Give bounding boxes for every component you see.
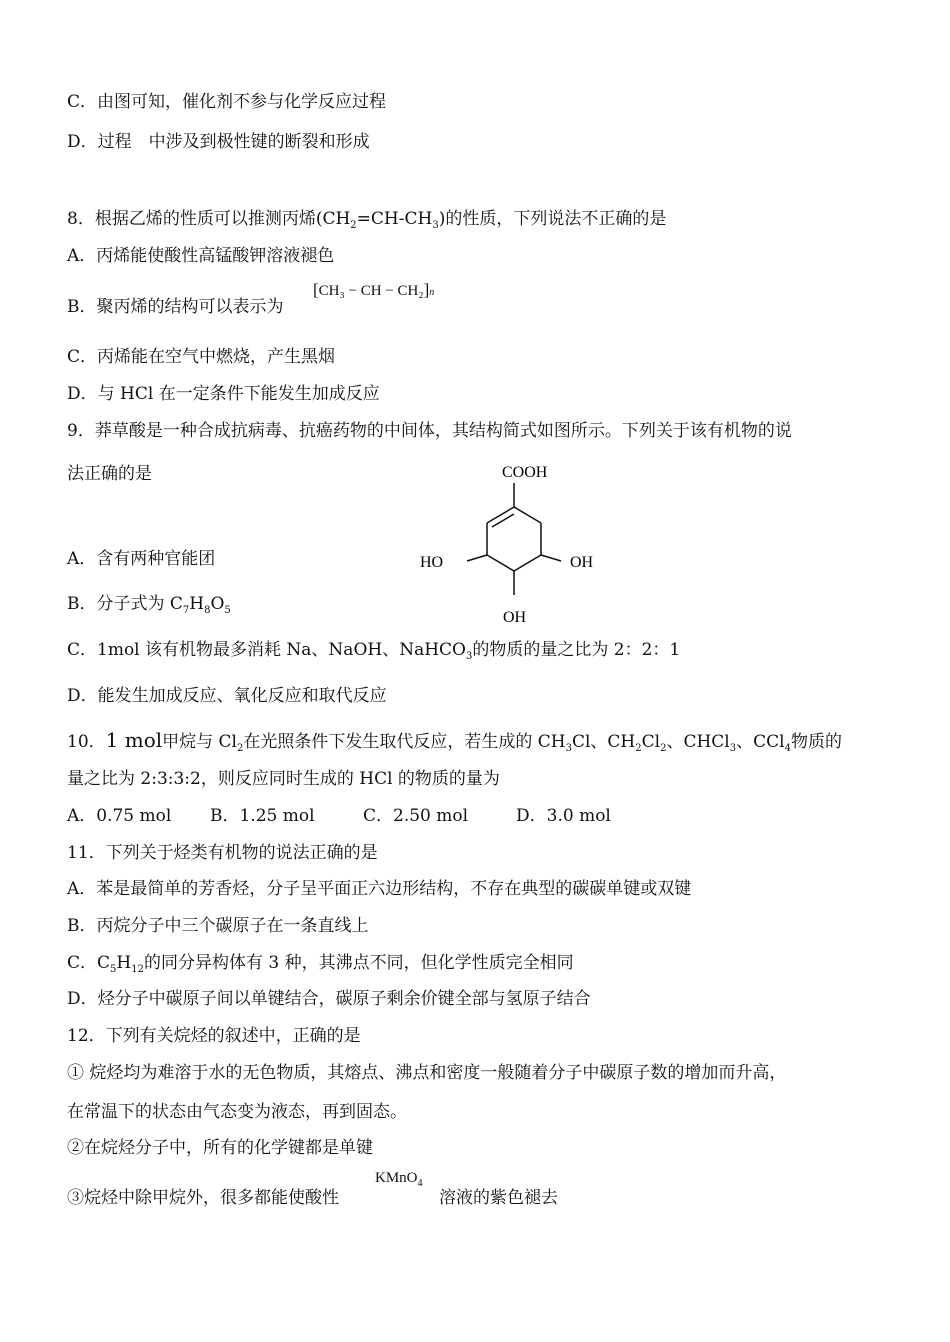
q8-option-d: D．与 HCl 在一定条件下能发生加成反应 (67, 384, 380, 404)
q9-option-a: A．含有两种官能团 (67, 549, 216, 569)
kmno4-formula: KMnO$_4$ (375, 1170, 423, 1189)
q10-stem-line1: 10．1 mol甲烷与 $Cl_2$在光照条件下发生取代反应，若生成的 $CH_3Cl$、$CH_2Cl_2$、CHCl$_3$、CCl$_4$物质的 (67, 728, 842, 754)
q10-option-b: B．1.25 mol (210, 806, 315, 826)
shikimic-acid-structure (410, 455, 610, 630)
q12-stem: 12．下列有关烷烃的叙述中，正确的是 (67, 1026, 361, 1046)
q11-option-b: B．丙烷分子中三个碳原子在一条直线上 (67, 916, 369, 936)
q11-option-c: C．$C_5H_{12}$的同分异构体有 3 种，其沸点不同，但化学性质完全相同 (67, 953, 574, 975)
q12-item3-post: 溶液的紫色褪去 (439, 1188, 558, 1208)
cooh-label: COOH (502, 464, 548, 481)
q8-option-b: B．聚丙烯的结构可以表示为 (67, 297, 284, 317)
oh-bottom-label: OH (503, 609, 527, 626)
q11-option-d: D．烃分子中碳原子间以单键结合，碳原子剩余价键全部与氢原子结合 (67, 989, 591, 1009)
option-d-prev: D．过程 中涉及到极性键的断裂和形成 (67, 132, 370, 152)
q9-stem-line2: 法正确的是 (67, 464, 152, 484)
q10-option-a: A．0.75 mol (67, 806, 172, 826)
ho-left-label: HO (420, 554, 444, 571)
q9-option-c: C．1mol 该有机物最多消耗 Na、NaOH、NaHCO$_3$的物质的量之比为 2：2：1 (67, 640, 681, 662)
polymer-formula: [CH₃ − CH − CH₂]n (313, 280, 435, 299)
q12-item1-line2: 在常温下的状态由气态变为液态，再到固态。 (67, 1102, 407, 1122)
q11-option-a: A．苯是最简单的芳香烃，分子呈平面正六边形结构，不存在典型的碳碳单键或双键 (67, 879, 692, 899)
q11-stem: 11．下列关于烃类有机物的说法正确的是 (67, 843, 378, 863)
q8-stem: 8．根据乙烯的性质可以推测丙烯$(CH_2=CH-CH_3)$的性质，下列说法不正确的是 (67, 209, 667, 231)
q12-item1-line1: ① 烷烃均为难溶于水的无色物质，其熔点、沸点和密度一般随着分子中碳原子数的增加而升高， (67, 1063, 787, 1083)
q12-item2: ②在烷烃分子中，所有的化学键都是单键 (67, 1138, 373, 1158)
oh-right-label: OH (570, 554, 594, 571)
q10-option-d: D．3.0 mol (516, 806, 611, 826)
q10-stem-line2: 量之比为 2:3:3:2，则反应同时生成的 HCl 的物质的量为 (67, 769, 500, 789)
q9-option-d: D．能发生加成反应、氧化反应和取代反应 (67, 686, 387, 706)
q10-option-c: C．2.50 mol (363, 806, 469, 826)
q8-option-c: C．丙烯能在空气中燃烧，产生黑烟 (67, 347, 336, 367)
q9-option-b: B．分子式为 $C_7H_8O_5$ (67, 594, 231, 616)
option-c-prev: C．由图可知，催化剂不参与化学反应过程 (67, 92, 387, 112)
q12-item3-pre: ③烷烃中除甲烷外，很多都能使酸性 (67, 1188, 339, 1208)
q8-option-a: A．丙烯能使酸性高锰酸钾溶液褪色 (67, 246, 335, 266)
q9-stem-line1: 9．莽草酸是一种合成抗病毒、抗癌药物的中间体，其结构简式如图所示。下列关于该有机物的说 (67, 421, 792, 441)
